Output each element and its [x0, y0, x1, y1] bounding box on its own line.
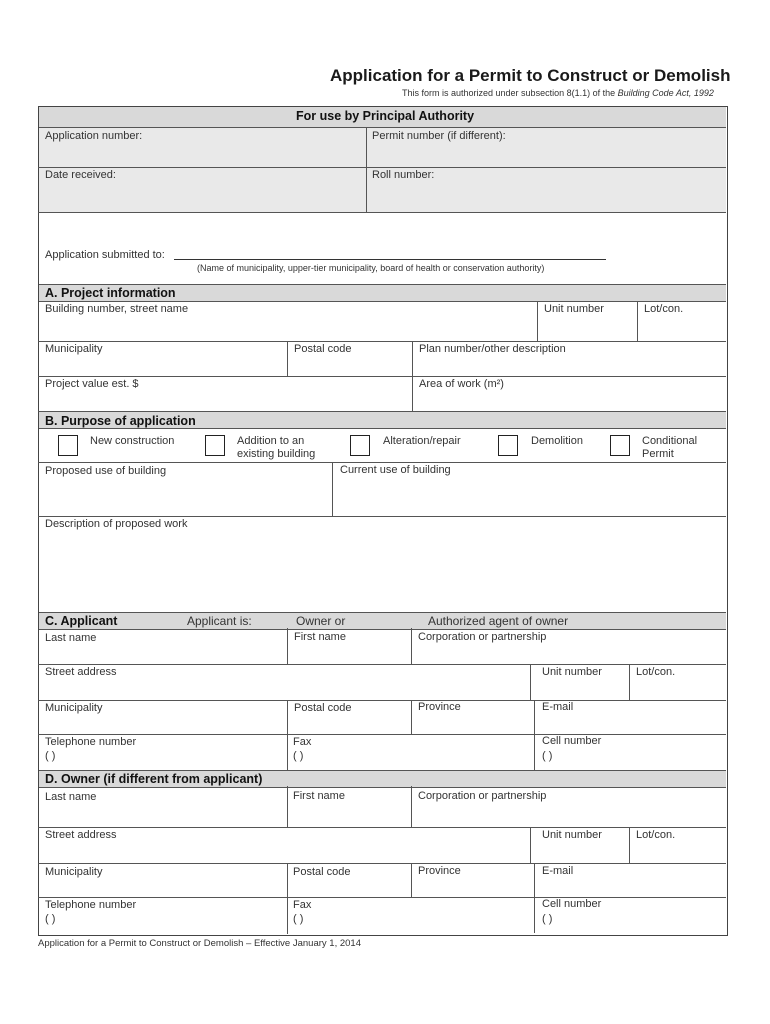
c-municipality-label: Municipality	[45, 702, 103, 714]
c-cell-paren: ( )	[542, 750, 553, 762]
permit-number-field[interactable]	[371, 144, 721, 164]
c-first-name-field[interactable]	[293, 646, 406, 662]
conditional-label-line2: Permit	[642, 448, 674, 460]
c-telephone-paren: ( )	[45, 750, 56, 762]
a-unit-number-label: Unit number	[544, 303, 604, 315]
c-fax-field[interactable]	[308, 750, 528, 766]
submitted-to-label: Application submitted to:	[45, 249, 165, 261]
c-cell-label: Cell number	[542, 735, 602, 747]
c-postal-code-label: Postal code	[294, 702, 352, 714]
description-label: Description of proposed work	[45, 518, 188, 530]
c-corporation-label: Corporation or partnership	[418, 631, 547, 643]
c-province-field[interactable]	[417, 716, 529, 731]
a-municipality-field[interactable]	[44, 356, 282, 373]
d-municipality-field[interactable]	[44, 880, 282, 894]
d-fax-paren: ( )	[293, 913, 304, 925]
c-last-name-field[interactable]	[44, 646, 282, 662]
current-use-field[interactable]	[339, 478, 721, 512]
c-unit-number-label: Unit number	[542, 666, 602, 678]
application-number-label: Application number:	[45, 130, 143, 142]
d-email-label: E-mail	[542, 865, 574, 877]
d-province-field[interactable]	[417, 880, 529, 894]
authority-heading: For use by Principal Authority	[296, 109, 475, 123]
d-first-name-label: First name	[293, 790, 345, 802]
a-postal-code-field[interactable]	[293, 356, 408, 373]
a-unit-number-field[interactable]	[543, 317, 633, 337]
d-corporation-label: Corporation or partnership	[418, 790, 547, 802]
c-postal-code-field[interactable]	[293, 716, 406, 731]
agent-label: Authorized agent of owner	[428, 614, 569, 628]
area-of-work-label: Area of work (m²)	[419, 378, 504, 390]
current-use-label: Current use of building	[340, 464, 451, 476]
a-municipality-label: Municipality	[45, 343, 103, 355]
d-street-address-label: Street address	[45, 829, 117, 841]
application-number-field[interactable]	[44, 144, 360, 164]
c-lot-con-label: Lot/con.	[636, 666, 676, 678]
proposed-use-label: Proposed use of building	[45, 465, 167, 477]
building-street-label: Building number, street name	[45, 303, 189, 315]
project-value-field[interactable]	[44, 391, 407, 408]
submitted-to-hint: (Name of municipality, upper-tier municipality, board of health or conservation authority)	[197, 263, 545, 273]
d-telephone-field[interactable]	[60, 913, 282, 930]
c-street-address-field[interactable]	[44, 680, 525, 697]
d-unit-number-field[interactable]	[541, 843, 625, 860]
c-first-name-label: First name	[294, 631, 346, 643]
project-value-label: Project value est. $	[45, 378, 139, 390]
d-municipality-label: Municipality	[45, 866, 103, 878]
conditional-permit-checkbox[interactable]	[610, 435, 630, 456]
date-received-label: Date received:	[45, 169, 116, 181]
building-street-field[interactable]	[44, 317, 532, 337]
c-email-field[interactable]	[541, 716, 721, 731]
alteration-checkbox[interactable]	[350, 435, 370, 456]
c-lot-con-field[interactable]	[635, 680, 721, 697]
new-construction-checkbox[interactable]	[58, 435, 78, 456]
d-last-name-field[interactable]	[44, 805, 282, 824]
section-b-heading: B. Purpose of application	[45, 414, 196, 428]
c-fax-label: Fax	[293, 736, 312, 748]
form-subtitle: This form is authorized under subsection 8(1.1) of the Building Code Act, 1992	[402, 88, 714, 98]
a-lot-con-field[interactable]	[643, 317, 723, 337]
owner-or-label: Owner or	[296, 614, 346, 628]
section-c-heading: C. Applicant	[45, 614, 118, 628]
proposed-use-field[interactable]	[44, 478, 327, 512]
c-unit-number-field[interactable]	[541, 680, 625, 697]
d-unit-number-label: Unit number	[542, 829, 602, 841]
section-c-bar	[39, 612, 726, 630]
c-municipality-field[interactable]	[44, 716, 282, 731]
alteration-label: Alteration/repair	[383, 435, 461, 447]
d-fax-field[interactable]	[308, 913, 528, 930]
a-lot-con-label: Lot/con.	[644, 303, 684, 315]
d-lot-con-label: Lot/con.	[636, 829, 676, 841]
d-telephone-paren: ( )	[45, 913, 56, 925]
c-telephone-label: Telephone number	[45, 736, 137, 748]
footer-text: Application for a Permit to Construct or Demolish – Effective January 1, 2014	[38, 938, 361, 949]
d-first-name-field[interactable]	[293, 805, 406, 824]
permit-number-label: Permit number (if different):	[372, 130, 506, 142]
section-d-heading: D. Owner (if different from applicant)	[45, 772, 263, 786]
d-cell-paren: ( )	[542, 913, 553, 925]
d-email-field[interactable]	[541, 880, 721, 894]
addition-checkbox[interactable]	[205, 435, 225, 456]
plan-number-label: Plan number/other description	[419, 343, 566, 355]
c-email-label: E-mail	[542, 701, 574, 713]
description-field[interactable]	[44, 532, 721, 608]
d-province-label: Province	[418, 865, 461, 877]
roll-number-field[interactable]	[371, 184, 721, 208]
form-title: Application for a Permit to Construct or Demolish	[330, 66, 731, 85]
submitted-to-line[interactable]	[174, 259, 606, 260]
a-postal-code-label: Postal code	[294, 343, 352, 355]
c-street-address-label: Street address	[45, 666, 117, 678]
d-postal-code-field[interactable]	[293, 880, 406, 894]
d-cell-label: Cell number	[542, 898, 602, 910]
c-cell-field[interactable]	[557, 750, 721, 766]
roll-number-label: Roll number:	[372, 169, 435, 181]
addition-label-line2: existing building	[237, 448, 316, 460]
c-corporation-field[interactable]	[417, 646, 721, 662]
conditional-label-line1: Conditional	[642, 435, 698, 447]
addition-label-line1: Addition to an	[237, 435, 305, 447]
section-a-heading: A. Project information	[45, 286, 176, 300]
d-lot-con-field[interactable]	[635, 843, 721, 860]
c-last-name-label: Last name	[45, 632, 97, 644]
plan-number-field[interactable]	[418, 356, 721, 373]
demolition-checkbox[interactable]	[498, 435, 518, 456]
c-province-label: Province	[418, 701, 461, 713]
demolition-label: Demolition	[531, 435, 583, 447]
d-fax-label: Fax	[293, 899, 312, 911]
d-corporation-field[interactable]	[417, 805, 721, 824]
c-telephone-field[interactable]	[60, 750, 282, 766]
date-received-field[interactable]	[44, 184, 360, 208]
area-of-work-field[interactable]	[418, 391, 721, 408]
d-last-name-label: Last name	[45, 791, 97, 803]
d-cell-field[interactable]	[557, 913, 721, 930]
applicant-is-label: Applicant is:	[187, 614, 252, 628]
d-street-address-field[interactable]	[44, 843, 525, 860]
d-telephone-label: Telephone number	[45, 899, 137, 911]
new-construction-label: New construction	[90, 435, 175, 447]
c-fax-paren: ( )	[293, 750, 304, 762]
d-postal-code-label: Postal code	[293, 866, 351, 878]
